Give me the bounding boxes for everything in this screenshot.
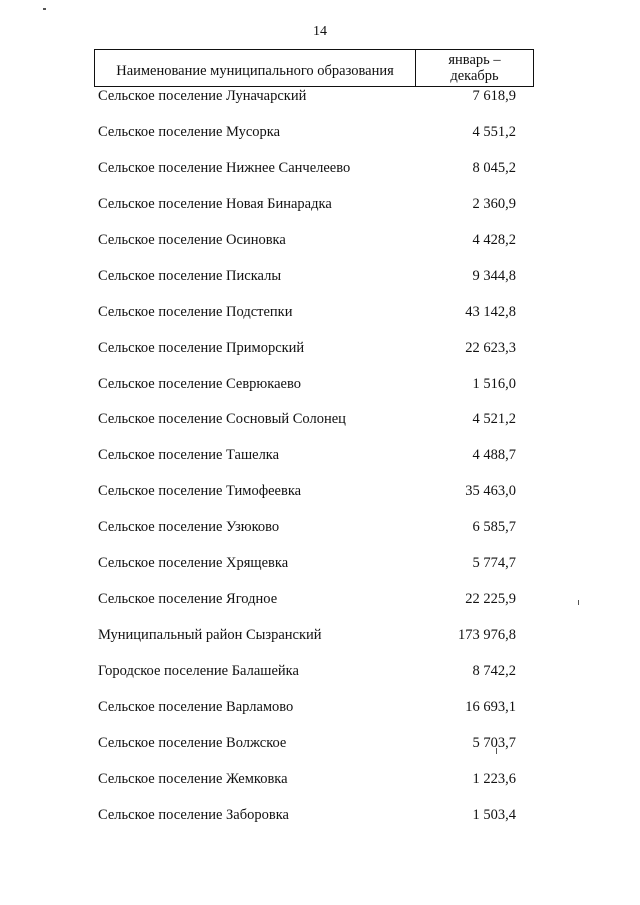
row-name: Сельское поселение Ягодное [98,591,278,608]
table-row [0,627,640,663]
table-row [0,376,640,412]
page-number: 14 [313,24,327,39]
table-row [0,735,640,771]
row-value: 4 521,2 [472,411,516,428]
row-value: 43 142,8 [465,303,516,320]
row-name: Сельское поселение Луначарский [98,88,307,104]
table-header [94,49,534,87]
row-name: Сельское поселение Узюково [98,519,280,536]
table-row [0,304,640,340]
row-value: 6 585,7 [472,519,516,536]
table-row [0,196,640,232]
header-period-column [416,50,533,86]
row-name: Сельское поселение Пискалы [98,267,282,284]
table-row [0,519,640,555]
table-row [0,88,640,124]
table-row [0,447,640,483]
row-value: 2 360,9 [472,195,516,212]
row-value: 1 503,4 [472,806,516,823]
row-name: Муниципальный район Сызранский [98,627,322,644]
row-name: Сельское поселение Осиновка [98,231,286,248]
row-value: 35 463,0 [465,483,516,500]
row-name: Сельское поселение Подстепки [98,303,293,320]
header-period-line1: январь – [448,52,501,68]
row-value: 1 223,6 [472,770,516,787]
table-row [0,232,640,268]
row-name: Сельское поселение Севрюкаево [98,375,301,392]
table-row [0,699,640,735]
table-body [0,88,640,843]
row-value: 16 693,1 [465,698,516,715]
row-value: 5 774,7 [472,555,516,572]
row-value: 4 488,7 [472,447,516,464]
table-row [0,268,640,304]
row-value: 4 428,2 [472,231,516,248]
row-value: 8 742,2 [472,663,516,679]
row-value: 5 703,7 [472,734,516,751]
row-value: 4 551,2 [472,123,516,140]
header-name-column: Наименование муниципального образования [95,50,416,86]
row-name: Сельское поселение Мусорка [98,123,281,140]
table-row [0,555,640,591]
row-value: 1 516,0 [472,375,516,392]
table-row [0,807,640,843]
row-value: 22 225,9 [465,591,516,608]
row-name: Сельское поселение Волжское [98,734,287,751]
table-row [0,483,640,519]
table-row [0,124,640,160]
row-name: Сельское поселение Жемковка [98,770,288,787]
row-value: 9 344,8 [472,267,516,284]
row-name: Сельское поселение Тимофеевка [98,483,302,500]
row-name: Сельское поселение Ташелка [98,447,280,464]
table-row [0,340,640,376]
row-value: 7 618,9 [472,88,516,104]
table-row [0,160,640,196]
row-name: Сельское поселение Хрящевка [98,555,289,572]
table-row [0,591,640,627]
table-row [0,771,640,807]
row-value: 22 623,3 [465,339,516,356]
row-value: 8 045,2 [472,159,516,176]
row-name: Сельское поселение Новая Бинарадка [98,195,332,212]
row-name: Сельское поселение Сосновый Солонец [98,411,346,428]
row-name: Сельское поселение Приморский [98,339,305,356]
row-name: Сельское поселение Нижнее Санчелеево [98,159,351,176]
table-row [0,663,640,699]
row-value: 173 976,8 [458,627,516,644]
row-name: Городское поселение Балашейка [98,663,299,679]
row-name: Сельское поселение Заборовка [98,806,289,823]
header-period-line2: декабрь [450,68,499,84]
scan-speck [43,8,46,10]
table-row [0,411,640,447]
row-name: Сельское поселение Варламово [98,698,294,715]
